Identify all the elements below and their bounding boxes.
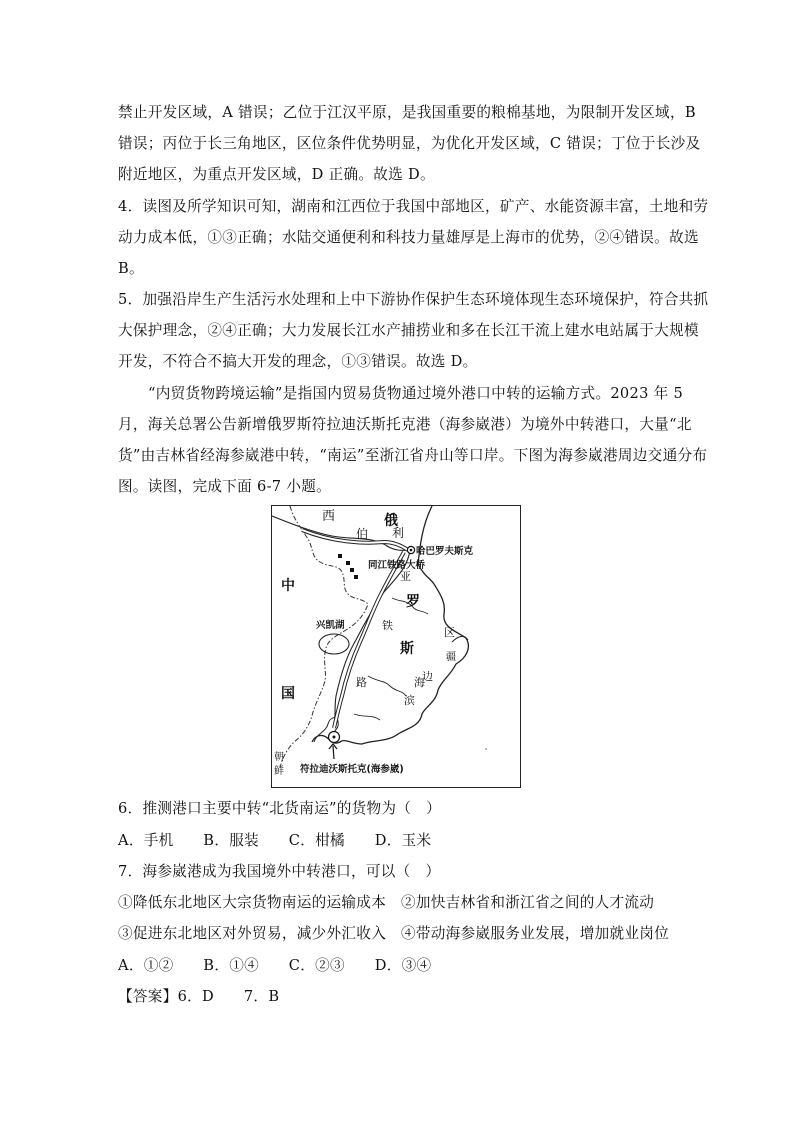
label-e: 俄 — [384, 513, 398, 529]
label-guo: 国 — [281, 686, 295, 702]
text-line: 动力成本低，①③正确；水陆交通便利和科技力量雄厚是上海市的优势，②④错误。故选 — [118, 229, 699, 246]
khabarovsk-marker-dot — [410, 549, 413, 552]
label-bo: 伯 — [356, 527, 369, 541]
text-line: 图。读图，完成下面 6-7 小题。 — [118, 478, 332, 495]
label-chao: 朝 — [274, 752, 284, 763]
question-6: 6．推测港口主要中转“北货南运”的货物为（ ） — [118, 800, 441, 817]
transport-map — [271, 505, 521, 788]
river-east-2 — [368, 676, 406, 696]
label-bin: 滨 — [404, 694, 415, 707]
label-li: 利 — [392, 526, 405, 540]
river-east-3 — [354, 714, 380, 720]
text-line: 禁止开发区域，A 错误；乙位于江汉平原，是我国重要的粮棉基地，为限制开发区域，B — [118, 104, 696, 121]
question-6-options: A．手机 B．服装 C．柑橘 D．玉米 — [118, 832, 432, 849]
label-qu: 区 — [444, 626, 455, 639]
label-zhong: 中 — [281, 578, 295, 594]
question-7-statements-b: ③促进东北地区对外贸易，减少外汇收入 ④带动海参崴服务业发展，增加就业岗位 — [118, 925, 670, 942]
label-tie: 铁 — [382, 619, 393, 632]
text-line: 4．读图及所学知识可知，湖南和江西位于我国中部地区，矿产、水能资源丰富，土地和劳 — [118, 198, 709, 215]
text-line: 5．加强沿岸生产生活污水处理和上中下游协作保护生态环境体现生态环境保护，符合共抓 — [118, 291, 709, 308]
xingkai-lake — [319, 634, 349, 654]
text-line: 月，海关总署公告新增俄罗斯符拉迪沃斯托克港（海参崴港）为境外中转港口，大量“北 — [118, 416, 692, 433]
bridge-marker — [350, 568, 354, 572]
text-line: 附近地区，为重点开发区域，D 正确。故选 D。 — [118, 166, 435, 183]
label-lu: 路 — [356, 676, 367, 689]
label-bridge: 同江铁路大桥 — [368, 560, 426, 571]
question-7-statements-a: ①降低东北地区大宗货物南运的运输成本 ②加快吉林省和浙江省之间的人才流动 — [118, 894, 655, 911]
bridge-marker — [354, 575, 358, 579]
ussuri-river — [334, 550, 410, 728]
map-dot — [485, 748, 487, 750]
question-7: 7．海参崴港成为我国境外中转港口，可以（ ） — [118, 863, 441, 880]
bridge-marker — [346, 561, 350, 565]
text-line: 开发，不符合不搞大开发的理念，①③错误。故选 D。 — [118, 353, 478, 370]
port-marker-dot — [333, 736, 336, 739]
text-line: 大保护理念，②④正确；大力发展长江水产捕捞业和多在长江干流上建水电站属于大规模 — [118, 322, 699, 339]
label-hai: 海 — [414, 676, 425, 689]
port-arrow — [333, 746, 334, 759]
label-luo: 罗 — [406, 594, 420, 610]
answer-line: 【答案】6．D 7．B — [118, 988, 280, 1005]
label-lake: 兴凯湖 — [316, 620, 345, 631]
label-khabarovsk: 哈巴罗夫斯克 — [416, 546, 474, 557]
label-jiang: 疆 — [446, 652, 456, 663]
bridge-marker — [338, 554, 342, 558]
text-line: “内贸货物跨境运输”是指国内贸易货物通过境外港口中转的运输方式。2023 年 5 — [148, 385, 684, 402]
label-ya: 亚 — [400, 570, 411, 583]
label-xi: 西 — [322, 509, 336, 524]
question-7-options: A．①② B．①④ C．②③ D．③④ — [118, 957, 432, 974]
text-line: 货”由吉林省经海参崴港中转，“南运”至浙江省舟山等口岸。下图为海参崴港周边交通分布 — [118, 447, 708, 464]
railway-casing — [334, 552, 404, 728]
label-si: 斯 — [400, 641, 414, 657]
text-line: 错误；丙位于长三角地区，区位条件优势明显，为优化开发区域，C 错误；丁位于长沙及 — [118, 135, 701, 152]
text-line: B。 — [118, 260, 144, 277]
railway-core — [334, 552, 404, 728]
label-xian: 鲜 — [274, 766, 284, 777]
label-bian: 边 — [422, 670, 433, 683]
map-svg — [272, 506, 520, 787]
label-port: 符拉迪沃斯托克(海参崴) — [300, 764, 404, 775]
